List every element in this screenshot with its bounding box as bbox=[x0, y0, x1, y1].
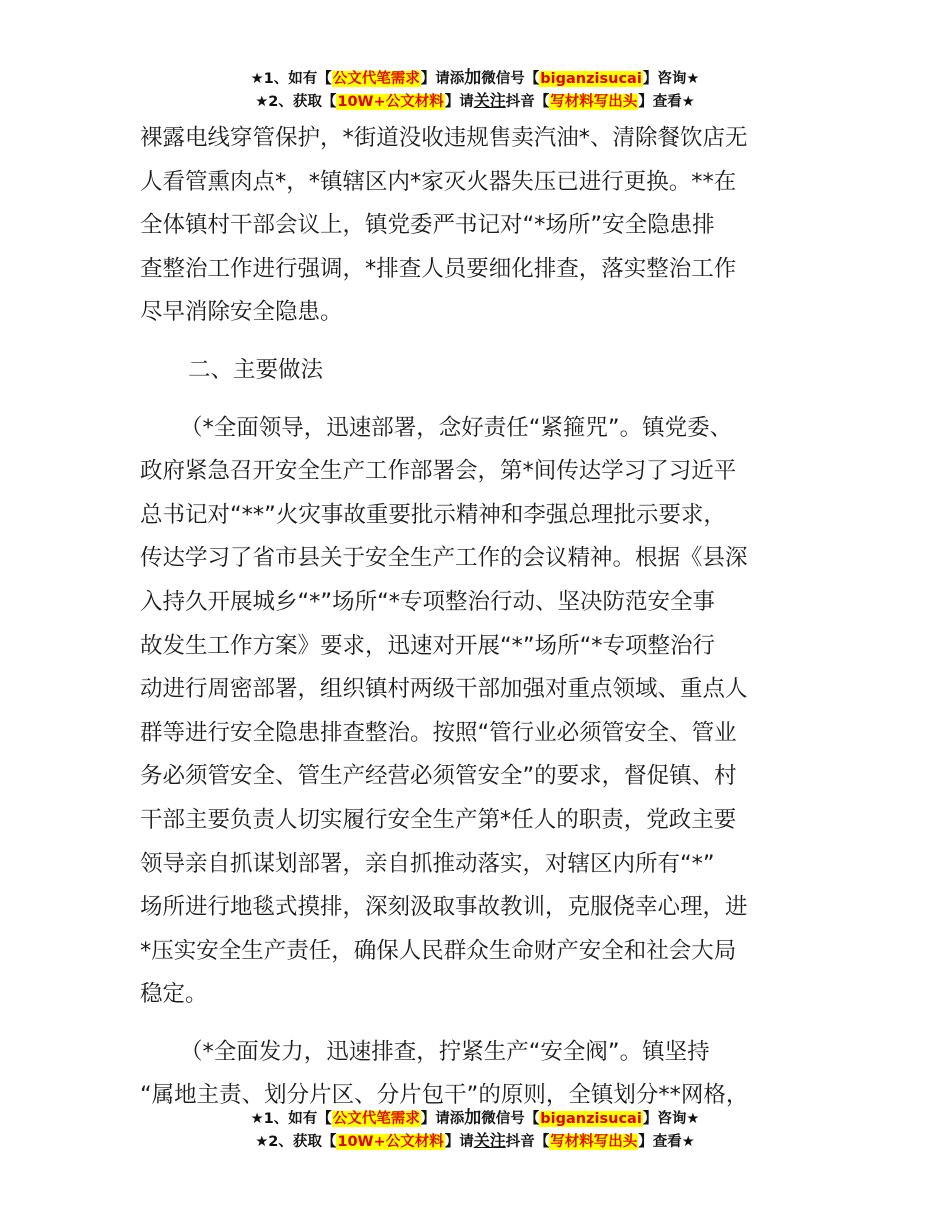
text-line: 故发生工作方案》要求，迅速对开展“*”场所“*专项整治行 bbox=[140, 632, 715, 659]
text-line: 动进行周密部署，组织镇村两级干部加强对重点领域、重点人 bbox=[140, 676, 748, 703]
text-line: 干部主要负责人切实履行安全生产第*任人的职责，党政主要 bbox=[140, 806, 737, 833]
text-line: 裸露电线穿管保护，*街道没收违规售卖汽油*、清除餐饮店无 bbox=[140, 125, 748, 151]
highlight-wechat-id: biganzisucai bbox=[540, 1111, 642, 1127]
highlight-materials: 10W+公文材料 bbox=[337, 94, 444, 110]
highlight-service: 公文代笔需求 bbox=[332, 1111, 420, 1127]
footer-line-2: ★2、获取【10W+公文材料】请关注抖音【写材料写出头】查看★ bbox=[255, 1131, 695, 1150]
text-line: （*全面领导，迅速部署，念好责任“紧箍咒”。镇党委、 bbox=[180, 414, 733, 441]
text-line: 人看管熏肉点*，*镇辖区内*家灭火器失压已进行更换。**在 bbox=[140, 168, 737, 195]
text-line: 务必须管安全、管生产经营必须管安全”的要求，督促镇、村 bbox=[140, 763, 737, 790]
highlight-douyin: 写材料写出头 bbox=[550, 1134, 638, 1150]
text-line: 传达学习了省市县关于安全生产工作的会议精神。根据《县深 bbox=[140, 545, 748, 572]
paragraph-inspection bbox=[140, 1031, 840, 1118]
text-line: 总书记对“**”火灾事故重要批示精神和李强总理批示要求， bbox=[140, 501, 726, 528]
highlight-service: 公文代笔需求 bbox=[332, 71, 420, 87]
text-line: 查整治工作进行强调，*排查人员要细化排查，落实整治工作 bbox=[140, 255, 737, 282]
text-line: “属地主责、划分片区、分片包干”的原则，全镇划分**网格， bbox=[140, 1082, 749, 1109]
paragraph-continued bbox=[140, 117, 840, 335]
paragraph-leadership bbox=[140, 407, 840, 1017]
header-line-1: ★1、如有【公文代笔需求】请添加微信号【biganzisucai】咨询★ bbox=[250, 68, 700, 88]
text-line: 领导亲自抓谋划部署，亲自抓推动落实，对辖区内所有“*” bbox=[140, 850, 715, 877]
footer-banner bbox=[0, 1107, 950, 1153]
footer-line-1: ★1、如有【公文代笔需求】请添加微信号【biganzisucai】咨询★ bbox=[250, 1108, 700, 1128]
text-line: *压实安全生产责任，确保人民群众生命财产安全和社会大局 bbox=[140, 937, 737, 964]
header-banner bbox=[0, 67, 950, 113]
highlight-wechat-id: biganzisucai bbox=[540, 71, 642, 87]
text-line: 政府紧急召开安全生产工作部署会，第*间传达学习了习近平 bbox=[140, 458, 737, 485]
text-line: 全体镇村干部会议上，镇党委严书记对“*场所”安全隐患排 bbox=[140, 212, 715, 239]
text-line: 尽早消除安全隐患。 bbox=[140, 299, 343, 326]
document-body bbox=[140, 117, 840, 1118]
text-line: （*全面发力，迅速排查，拧紧生产“安全阀”。镇坚持 bbox=[180, 1038, 710, 1065]
header-line-2: ★2、获取【10W+公文材料】请关注抖音【写材料写出头】查看★ bbox=[255, 91, 695, 110]
text-line: 群等进行安全隐患排查整治。按照“管行业必须管安全、管业 bbox=[140, 719, 737, 746]
highlight-materials: 10W+公文材料 bbox=[337, 1134, 444, 1150]
section-heading: 二、主要做法 bbox=[188, 356, 324, 383]
text-line: 稳定。 bbox=[140, 981, 208, 1008]
highlight-douyin: 写材料写出头 bbox=[550, 94, 638, 110]
text-line: 入持久开展城乡“*”场所“*专项整治行动、坚决防范安全事 bbox=[140, 588, 715, 615]
text-line: 场所进行地毯式摸排，深刻汲取事故教训，克服侥幸心理，进 bbox=[140, 894, 748, 921]
